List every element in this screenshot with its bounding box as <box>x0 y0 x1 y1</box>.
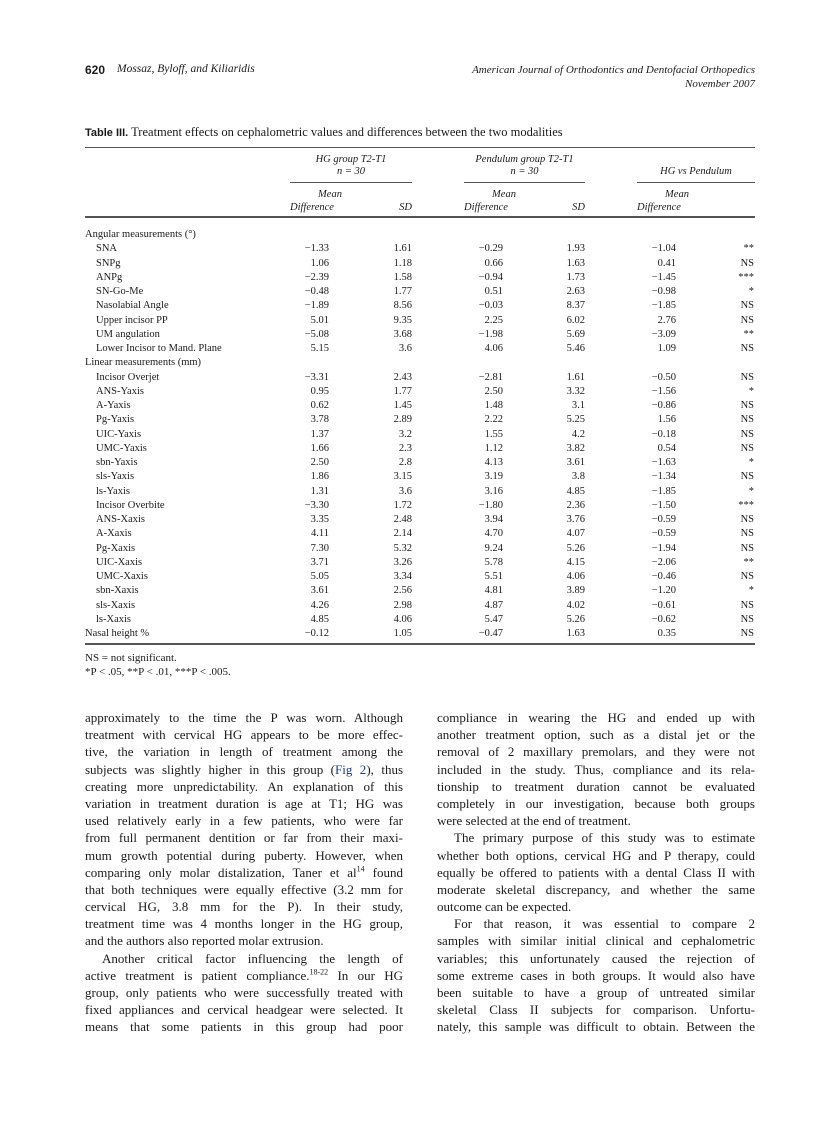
body-text-line: another treatment option, such as a distal jet or the <box>437 727 755 743</box>
significance: NS <box>740 471 754 483</box>
row-label: sls-Xaxis <box>96 599 136 611</box>
table-caption <box>85 125 563 140</box>
hg-sd: 3.2 <box>398 428 412 440</box>
row-label: A-Yaxis <box>96 400 131 411</box>
difference-mean: −0.59 <box>651 528 676 540</box>
body-text-line: Another critical factor influencing the length of <box>102 950 403 966</box>
row-label: UM angulation <box>96 328 160 340</box>
body-text-line: outcome can be expected. <box>437 899 572 915</box>
difference-mean: −1.63 <box>651 457 676 468</box>
pendulum-sd: 3.61 <box>566 457 585 468</box>
difference-mean: −0.50 <box>651 371 676 383</box>
row-label: ls-Xaxis <box>96 613 131 625</box>
difference-mean: −1.56 <box>651 385 676 397</box>
body-text-line: compliance in wearing the HG and ended up with <box>437 710 755 725</box>
difference-mean: −2.06 <box>651 556 676 568</box>
hg-mean: 3.71 <box>310 556 329 568</box>
row-label: SNPg <box>96 257 121 269</box>
body-text-line: whether both options, cervical HG and P therapy, could <box>437 847 755 863</box>
hg-mean: 5.05 <box>310 571 329 582</box>
significance: NS <box>740 571 754 582</box>
significance: NS <box>740 314 754 326</box>
significance: NS <box>740 343 754 354</box>
hg-mean: −3.30 <box>304 499 329 511</box>
significance: * <box>748 585 754 597</box>
body-text-line: some extreme cases in both groups. It would also have <box>437 967 755 983</box>
difference-mean: 2.76 <box>657 314 676 326</box>
pendulum-sd: 3.76 <box>566 514 585 525</box>
body-text-line: subjects was slightly higher in this group (Fig 2), thus <box>85 761 404 777</box>
significance: * <box>748 457 754 468</box>
hg-mean: −1.89 <box>304 300 329 312</box>
hg-mean: 1.86 <box>310 471 329 483</box>
table-footnote: NS = not significant. <box>85 652 177 664</box>
group-n-1: n = 30 <box>336 166 366 177</box>
body-text-line: removal of 2 maxillary premolars, and they were not <box>437 744 755 760</box>
pendulum-mean: 0.66 <box>484 257 503 269</box>
body-column-left <box>85 709 403 1036</box>
pendulum-sd: 3.32 <box>566 385 585 397</box>
body-text-line: completely in our investigation, because both groups <box>437 795 755 811</box>
pendulum-mean: −0.03 <box>478 300 503 312</box>
body-text-line: variables; this unfortunately caused the rejection of <box>437 950 755 966</box>
hg-mean: 5.01 <box>310 314 329 326</box>
row-label: SN-Go-Me <box>96 286 144 297</box>
significance: *** <box>738 499 754 511</box>
hg-mean: −1.33 <box>304 243 329 255</box>
row-label: UMC-Yaxis <box>96 442 147 454</box>
pendulum-sd: 5.26 <box>566 542 585 554</box>
journal-issue-date: November 2007 <box>685 78 755 90</box>
pendulum-mean: 4.06 <box>484 343 503 354</box>
section-heading: Angular measurements (°) <box>85 229 196 240</box>
significance: NS <box>740 371 754 383</box>
body-text-line: been suitable to have a group of untreated similar <box>437 985 755 1000</box>
significance: NS <box>740 400 754 411</box>
pendulum-sd: 1.63 <box>566 628 585 639</box>
difference-header: Difference <box>464 202 508 213</box>
mean-header: Mean <box>665 189 689 200</box>
body-text-line: included in the study. Thus, compliance and its rela- <box>437 761 755 777</box>
pendulum-mean: 1.48 <box>484 400 503 411</box>
hg-sd: 2.14 <box>393 528 412 540</box>
difference-mean: −0.61 <box>651 599 676 611</box>
significance: ** <box>743 243 754 255</box>
significance: * <box>748 286 754 297</box>
hg-mean: 3.61 <box>310 585 329 597</box>
hg-sd: 1.77 <box>393 286 412 297</box>
hg-sd: 9.35 <box>393 314 412 326</box>
difference-mean: 0.54 <box>657 442 676 454</box>
body-text-line: approximately to the time the P was worn. Although <box>85 710 403 725</box>
hg-mean: −3.31 <box>304 371 329 383</box>
difference-mean: 0.35 <box>657 628 676 639</box>
pendulum-sd: 2.36 <box>566 499 585 511</box>
pendulum-sd: 4.15 <box>566 556 585 568</box>
row-label: Incisor Overjet <box>96 371 160 383</box>
significance: NS <box>740 257 754 269</box>
hg-mean: 1.06 <box>310 257 329 269</box>
body-text-line: mum growth potential during puberty. However, when <box>85 847 403 863</box>
row-label: sls-Yaxis <box>96 471 135 483</box>
body-text-line: active treatment is patient compliance.$^{18-22}$ In our HG <box>85 967 403 983</box>
body-text-line: equally be offered to patients with a dental Class II with <box>437 864 755 880</box>
group-rule <box>637 182 755 183</box>
sd-header: SD <box>572 202 585 213</box>
pendulum-mean: −0.29 <box>478 243 503 255</box>
body-text-line: treatment with cervical HG appears to be more effec- <box>85 727 403 743</box>
pendulum-mean: 4.70 <box>484 528 503 540</box>
pendulum-sd: 5.46 <box>566 343 585 354</box>
row-label: Nasal height % <box>85 628 150 639</box>
body-text-line: treatment time was 4 months longer in the HG group, <box>85 916 403 932</box>
row-label: ANPg <box>96 271 123 283</box>
hg-sd: 2.98 <box>393 599 412 611</box>
hg-mean: 1.31 <box>310 485 329 497</box>
pendulum-sd: 4.07 <box>566 528 585 540</box>
pendulum-mean: 4.87 <box>484 599 503 611</box>
difference-mean: −0.86 <box>651 400 676 411</box>
significance: NS <box>740 300 754 312</box>
page-number: 620 <box>85 63 106 77</box>
hg-sd: 3.34 <box>393 571 412 582</box>
hg-mean: 0.95 <box>310 385 329 397</box>
body-column-right <box>437 709 755 1036</box>
hg-mean: 4.11 <box>311 528 329 540</box>
difference-mean: −0.62 <box>651 613 676 625</box>
pendulum-mean: 2.50 <box>484 385 503 397</box>
hg-sd: 1.61 <box>393 243 412 255</box>
pendulum-mean: −1.80 <box>478 499 503 511</box>
hg-mean: 4.85 <box>310 613 329 625</box>
hg-sd: 1.77 <box>393 385 412 397</box>
pendulum-sd: 2.63 <box>566 286 585 297</box>
body-text-line: fixed appliances and cervical headgear were selected. It <box>85 1002 403 1018</box>
row-label: A-Xaxis <box>96 528 132 540</box>
hg-mean: −5.08 <box>304 328 329 340</box>
hg-mean: 4.26 <box>310 599 329 611</box>
pendulum-mean: 9.24 <box>484 542 503 554</box>
pendulum-mean: 1.55 <box>484 428 503 440</box>
body-text-line: comparing only molar distalization, Taner et $al^{14}$ found <box>85 864 403 880</box>
pendulum-sd: 4.06 <box>566 571 585 582</box>
journal-name: American Journal of Orthodontics and Dentofacial Orthopedics <box>472 64 755 76</box>
hg-mean: 7.30 <box>310 542 329 554</box>
hg-mean: 1.37 <box>310 428 329 440</box>
hg-sd: 3.15 <box>393 471 412 483</box>
body-text-line: were selected at the end of treatment. <box>437 813 631 829</box>
hg-sd: 1.45 <box>393 400 412 411</box>
hg-mean: 1.66 <box>310 442 329 454</box>
pendulum-mean: 4.81 <box>484 585 503 597</box>
group-header-1: HG group T2-T1 <box>315 154 387 165</box>
pendulum-sd: 5.25 <box>566 414 585 426</box>
hg-sd: 1.58 <box>393 271 412 283</box>
difference-mean: −0.18 <box>651 428 676 440</box>
difference-mean: −1.20 <box>651 585 676 597</box>
pendulum-mean: −2.81 <box>478 371 503 383</box>
difference-mean: −0.59 <box>651 514 676 525</box>
body-text-line: nately, this sample was difficult to obtain. Between the <box>437 1019 755 1035</box>
difference-mean: 1.09 <box>657 343 676 354</box>
row-label: Pg-Yaxis <box>96 414 135 426</box>
hg-sd: 1.05 <box>393 628 412 639</box>
hg-sd: 8.56 <box>393 300 412 312</box>
body-text-line: tive, the variation in length of treatment among the <box>85 744 403 760</box>
significance: NS <box>740 613 754 625</box>
pendulum-mean: 4.13 <box>484 457 503 468</box>
pendulum-mean: 1.12 <box>484 442 503 454</box>
difference-header: Difference <box>290 202 334 213</box>
difference-mean: −0.46 <box>651 571 676 582</box>
pendulum-sd: 4.02 <box>566 599 585 611</box>
difference-mean: −1.45 <box>651 271 676 283</box>
significance: NS <box>740 414 754 426</box>
hg-mean: 3.35 <box>310 514 329 525</box>
pendulum-sd: 5.26 <box>566 613 585 625</box>
body-text-line: cervical HG, 3.8 mm for the P). In their study, <box>85 899 403 915</box>
mean-header: Mean <box>492 189 516 200</box>
difference-header: Difference <box>637 202 681 213</box>
hg-sd: 4.06 <box>393 613 412 625</box>
significance: NS <box>740 514 754 525</box>
pendulum-sd: 3.8 <box>571 471 585 483</box>
significance: NS <box>740 428 754 440</box>
pendulum-mean: 5.51 <box>484 571 503 582</box>
pendulum-sd: 1.63 <box>566 257 585 269</box>
row-label: sbn-Xaxis <box>96 585 139 597</box>
table-label: Table III. <box>85 127 129 139</box>
difference-mean: 0.41 <box>657 257 676 269</box>
significance: * <box>748 385 754 397</box>
pendulum-mean: 5.78 <box>484 556 503 568</box>
significance: ** <box>743 328 754 340</box>
header-rule <box>85 216 755 218</box>
row-label: SNA <box>96 243 118 255</box>
hg-mean: 5.15 <box>310 343 329 354</box>
significance: * <box>748 485 754 497</box>
pendulum-sd: 1.93 <box>566 243 585 255</box>
hg-mean: −0.12 <box>304 628 329 639</box>
hg-sd: 1.72 <box>393 499 412 511</box>
pendulum-mean: 5.47 <box>484 613 503 625</box>
hg-sd: 3.6 <box>398 485 412 497</box>
pendulum-mean: 3.94 <box>484 514 503 525</box>
difference-mean: −3.09 <box>651 328 676 340</box>
hg-sd: 2.43 <box>393 371 412 383</box>
difference-mean: −1.34 <box>651 471 676 483</box>
group-rule <box>464 182 585 183</box>
group-rule <box>290 182 412 183</box>
row-label: ANS-Xaxis <box>96 514 145 525</box>
body-text-line: tionship to treatment duration cannot be evaluated <box>437 778 755 794</box>
body-text-line: For that reason, it was essential to compare 2 <box>454 916 755 932</box>
hg-sd: 2.48 <box>393 514 412 525</box>
row-label: sbn-Yaxis <box>96 457 138 468</box>
hg-sd: 1.18 <box>393 257 412 269</box>
pendulum-mean: −0.47 <box>478 628 503 639</box>
table-top-rule <box>85 147 755 148</box>
pendulum-mean: −0.94 <box>478 271 503 283</box>
body-text-line: moderate skeletal discrepancy, and whether the same <box>437 881 755 897</box>
pendulum-mean: 2.22 <box>484 414 503 426</box>
row-label: Pg-Xaxis <box>96 542 136 554</box>
group-header-2: Pendulum group T2-T1 <box>475 154 574 165</box>
row-label: Upper incisor PP <box>96 314 168 326</box>
table-bottom-rule <box>85 643 755 645</box>
body-text-line: skeletal Class II subjects for comparison. Unfortu- <box>437 1002 755 1018</box>
pendulum-mean: 3.19 <box>484 471 503 483</box>
running-authors: Mossaz, Byloff, and Kiliaridis <box>117 63 255 75</box>
row-label: Nasolabial Angle <box>96 300 169 312</box>
hg-mean: 2.50 <box>310 457 329 468</box>
pendulum-mean: 3.16 <box>484 485 503 497</box>
table-footnote: *P < .05, **P < .01, ***P < .005. <box>85 666 231 678</box>
body-text-line: means that some patients in this group had poor <box>85 1019 403 1035</box>
row-label: ANS-Yaxis <box>96 385 144 397</box>
pendulum-sd: 4.2 <box>571 428 585 440</box>
pendulum-mean: 0.51 <box>484 286 503 297</box>
citation-18-22[interactable]: 18-22 <box>309 967 329 977</box>
body-text-line: and the authors also reported molar extrusion. <box>85 933 324 949</box>
pendulum-sd: 4.85 <box>566 485 585 497</box>
row-label: Incisor Overbite <box>96 499 165 511</box>
difference-mean: −1.85 <box>651 485 676 497</box>
body-text-line: from full permanent dentition or far from their maxi- <box>85 830 403 846</box>
hg-sd: 3.68 <box>393 328 412 340</box>
hg-sd: 2.8 <box>398 457 412 468</box>
body-text-line: group, only patients who were successfully treated with <box>85 985 403 1000</box>
significance: *** <box>738 271 754 283</box>
difference-mean: −1.85 <box>651 300 676 312</box>
significance: NS <box>740 442 754 454</box>
pendulum-sd: 5.69 <box>566 328 585 340</box>
difference-mean: −1.94 <box>651 542 676 554</box>
significance: NS <box>740 542 754 554</box>
body-text-line: that both techniques were equally effective (3.2 mm for <box>85 881 403 897</box>
sd-header: SD <box>399 202 412 213</box>
hg-sd: 5.32 <box>393 542 412 554</box>
row-label: UMC-Xaxis <box>96 571 148 582</box>
pendulum-mean: 2.25 <box>484 314 503 326</box>
row-label: UIC-Yaxis <box>96 428 142 440</box>
group-n-2: n = 30 <box>510 166 539 177</box>
difference-mean: 1.56 <box>657 414 676 426</box>
significance: NS <box>740 599 754 611</box>
pendulum-mean: −1.98 <box>478 328 503 340</box>
citation-14[interactable]: 14 <box>356 864 365 874</box>
hg-mean: −2.39 <box>304 271 329 283</box>
mean-header: Mean <box>318 189 342 200</box>
row-label: UIC-Xaxis <box>96 556 143 568</box>
body-text-line: used relatively early in a few patients, who were far <box>85 813 403 829</box>
body-text-line: variation in treatment duration is age at T1; HG was <box>85 795 403 811</box>
hg-mean: −0.48 <box>304 286 329 297</box>
pendulum-sd: 3.82 <box>566 442 585 454</box>
hg-sd: 3.6 <box>398 343 412 354</box>
row-label: Lower Incisor to Mand. Plane <box>96 343 222 354</box>
hg-mean: 0.62 <box>310 400 329 411</box>
hg-sd: 2.56 <box>393 585 412 597</box>
hg-mean: 3.78 <box>310 414 329 426</box>
pendulum-sd: 6.02 <box>566 314 585 326</box>
body-text-line: creating more unpredictability. An explanation of this <box>85 778 403 794</box>
table-title: Treatment effects on cephalometric values and differences between the two modalities <box>131 125 563 139</box>
figure-2-link[interactable]: Fig 2 <box>335 761 367 777</box>
pendulum-sd: 1.61 <box>566 371 585 383</box>
difference-mean: −0.98 <box>651 286 676 297</box>
significance: NS <box>740 528 754 540</box>
pendulum-sd: 3.89 <box>566 585 585 597</box>
section-heading: Linear measurements (mm) <box>85 357 202 369</box>
pendulum-sd: 8.37 <box>566 300 585 312</box>
row-label: ls-Yaxis <box>96 485 130 497</box>
significance: ** <box>743 556 754 568</box>
difference-mean: −1.50 <box>651 499 676 511</box>
pendulum-sd: 3.1 <box>571 400 585 411</box>
significance: NS <box>740 628 754 639</box>
hg-sd: 3.26 <box>393 556 412 568</box>
body-text-line: samples with similar initial clinical and cephalometric <box>437 933 755 949</box>
hg-sd: 2.3 <box>398 442 412 454</box>
hg-sd: 2.89 <box>393 414 412 426</box>
body-text-line: The primary purpose of this study was to estimate <box>454 830 755 846</box>
running-journal <box>472 63 755 91</box>
pendulum-sd: 1.73 <box>566 271 585 283</box>
difference-mean: −1.04 <box>651 243 676 255</box>
group-header-3: HG vs Pendulum <box>660 166 732 177</box>
